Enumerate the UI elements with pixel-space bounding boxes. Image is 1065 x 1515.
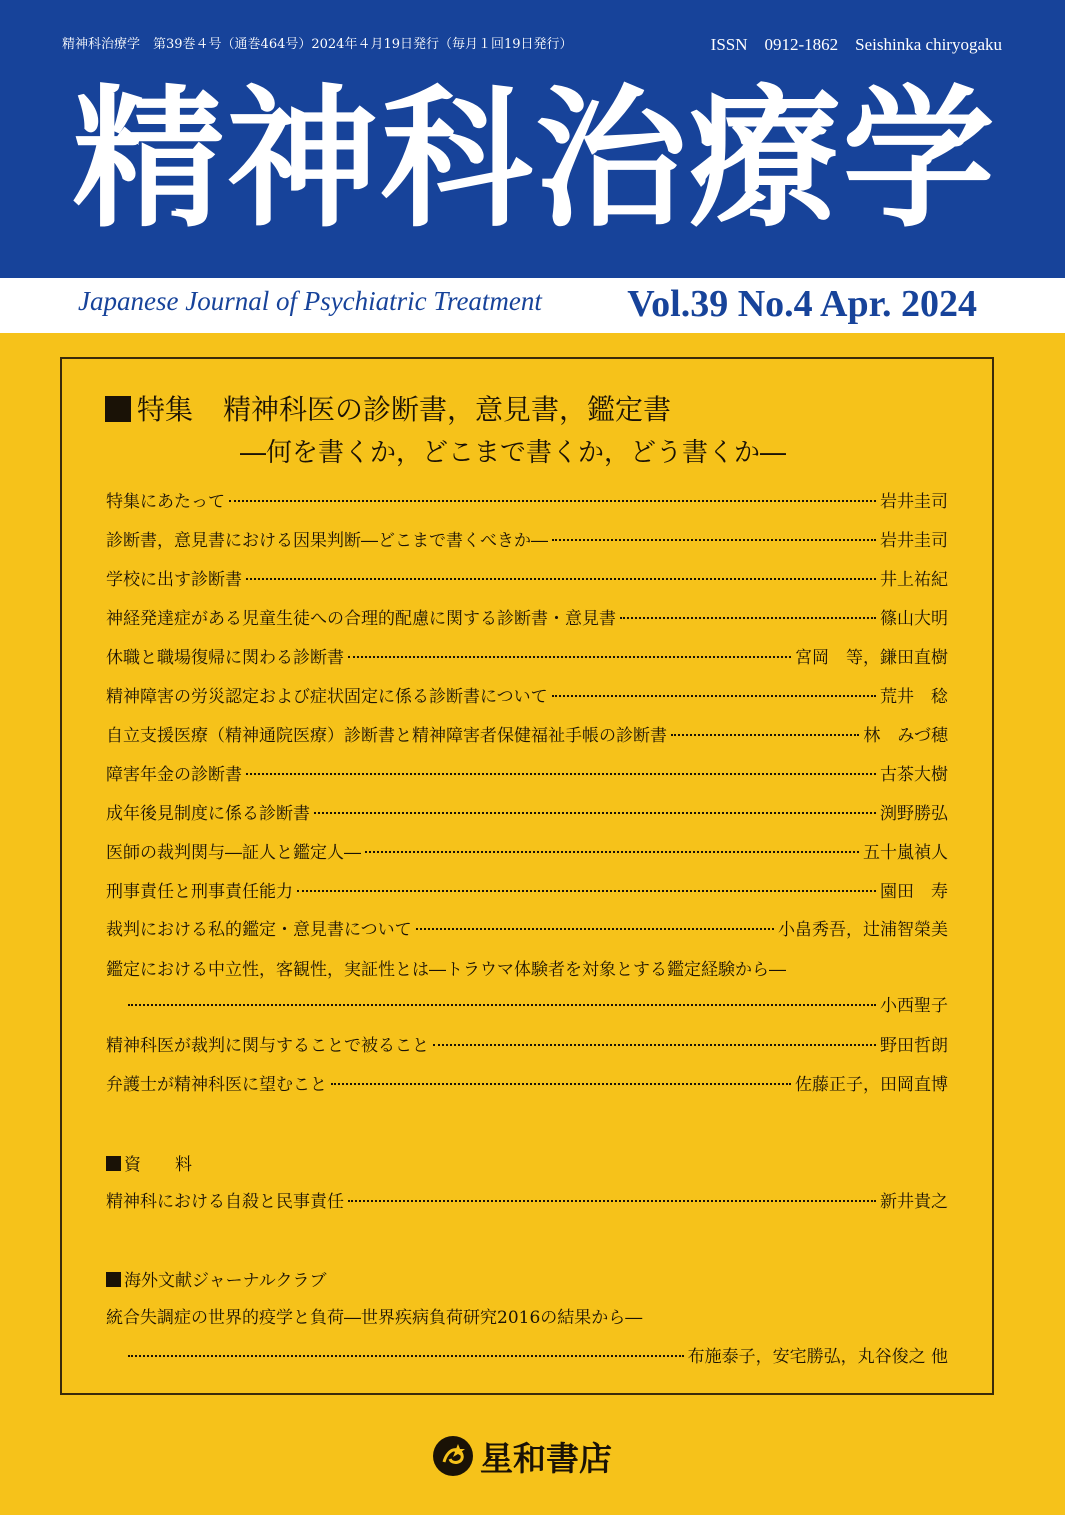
journal-club-heading: 海外文献ジャーナルクラブ	[106, 1266, 326, 1291]
toc-author: 布施泰子，安宅勝弘，丸谷俊之 他	[687, 1347, 948, 1367]
toc-title: 刑事責任と刑事責任能力	[106, 882, 293, 902]
toc-title: 成年後見制度に係る診断書	[106, 804, 310, 824]
toc-author: 篠山大明	[880, 609, 948, 629]
issue-info: 精神科治療学 第39巻４号（通巻464号）2024年４月19日発行（毎月１回19日発行）	[62, 37, 573, 52]
leader-dots	[348, 656, 791, 658]
toc-author: 井上祐紀	[880, 570, 948, 590]
toc-title: 休職と職場復帰に関わる診断書	[106, 648, 344, 668]
toc-title: 精神障害の労災認定および症状固定に係る診断書について	[106, 687, 548, 707]
toc-author: 小畠秀吾，辻浦智榮美	[778, 920, 948, 940]
toc-author: 古茶大樹	[880, 765, 948, 785]
toc-row	[106, 565, 948, 591]
feature-heading	[105, 388, 671, 428]
toc-title: 医師の裁判関与―証人と鑑定人―	[106, 843, 361, 863]
leader-dots	[365, 851, 859, 853]
toc-title: 特集にあたって	[106, 492, 225, 512]
leader-dots	[552, 539, 876, 541]
feature-subtitle: ―何を書くか，どこまで書くか，どう書くか―	[240, 438, 787, 468]
toc-title: 精神科医が裁判に関与することで被ること	[106, 1036, 429, 1056]
publisher-name: 星和書店	[480, 1438, 612, 1478]
toc-author: 五十嵐禎人	[863, 843, 948, 863]
leader-dots	[297, 890, 876, 892]
toc-author: 林 みづ穂	[863, 726, 948, 746]
leader-dots	[314, 812, 876, 814]
leader-dots	[246, 578, 876, 580]
toc-row	[106, 760, 948, 786]
square-bullet-icon	[106, 1272, 121, 1287]
leader-dots	[433, 1044, 876, 1046]
toc-author: 小西聖子	[880, 996, 948, 1016]
toc-author: 宮岡 等，鎌田直樹	[795, 648, 948, 668]
leader-dots	[416, 928, 774, 930]
toc-author: 荒井 稔	[880, 687, 948, 707]
toc-author: 岩井圭司	[880, 492, 948, 512]
toc-row	[106, 604, 948, 630]
toc-title: 学校に出す診断書	[106, 570, 242, 590]
leader-dots	[128, 1355, 684, 1357]
leader-dots	[671, 734, 859, 736]
leader-dots	[331, 1083, 791, 1085]
publisher	[432, 1433, 612, 1479]
toc-author: 岩井圭司	[880, 531, 948, 551]
toc-author: 園田 寿	[880, 882, 948, 902]
feature-title: 精神科医の診断書，意見書，鑑定書	[223, 393, 672, 426]
leader-dots	[246, 773, 876, 775]
issn: ISSN 0912-1862 Seishinka chiryogaku	[710, 35, 1002, 54]
toc-row	[128, 1342, 948, 1368]
toc-title: 精神科における自殺と民事責任	[106, 1192, 344, 1212]
leader-dots	[348, 1200, 876, 1202]
toc-title: 裁判における私的鑑定・意見書について	[106, 920, 412, 940]
leader-dots	[620, 617, 876, 619]
toc-row	[106, 1031, 948, 1057]
toc-row	[106, 838, 948, 864]
toc-row	[106, 877, 948, 903]
toc-author: 佐藤正子，田岡直博	[795, 1075, 948, 1095]
toc-title: 障害年金の診断書	[106, 765, 242, 785]
square-bullet-icon	[106, 1156, 121, 1171]
journal-title: 精神科治療学	[72, 71, 997, 248]
toc-row	[106, 721, 948, 747]
toc-title: 診断書，意見書における因果判断―どこまで書くべきか―	[106, 531, 548, 551]
publisher-logo-icon	[432, 1435, 474, 1477]
toc-row	[106, 915, 948, 941]
toc-row	[106, 1187, 948, 1213]
toc-row	[106, 682, 948, 708]
toc-title: 自立支援医療（精神通院医療）診断書と精神障害者保健福祉手帳の診断書	[106, 726, 667, 746]
toc-author: 新井貴之	[880, 1192, 948, 1212]
toc-title-long: 鑑定における中立性，客観性，実証性とは―トラウマ体験者を対象とする鑑定経験から―	[106, 960, 786, 980]
toc-row	[106, 526, 948, 552]
toc-row	[106, 1070, 948, 1096]
materials-heading: 資 料	[106, 1150, 192, 1175]
english-title: Japanese Journal of Psychiatric Treatment	[78, 286, 542, 316]
leader-dots	[229, 500, 876, 502]
journal-club-title: 統合失調症の世界的疫学と負荷―世界疾病負荷研究2016の結果から―	[106, 1308, 643, 1328]
leader-dots	[128, 1004, 876, 1006]
feature-label: 特集	[137, 393, 194, 426]
toc-title: 弁護士が精神科医に望むこと	[106, 1075, 327, 1095]
toc-row	[106, 487, 948, 513]
volume-info: Vol.39 No.4 Apr. 2024	[627, 283, 977, 325]
toc-author: 渕野勝弘	[880, 804, 948, 824]
leader-dots	[552, 695, 876, 697]
toc-author: 野田哲朗	[880, 1036, 948, 1056]
toc-row	[128, 991, 948, 1017]
toc-title: 神経発達症がある児童生徒への合理的配慮に関する診断書・意見書	[106, 609, 616, 629]
square-bullet-icon	[105, 396, 131, 422]
toc-row	[106, 799, 948, 825]
toc-row	[106, 643, 948, 669]
